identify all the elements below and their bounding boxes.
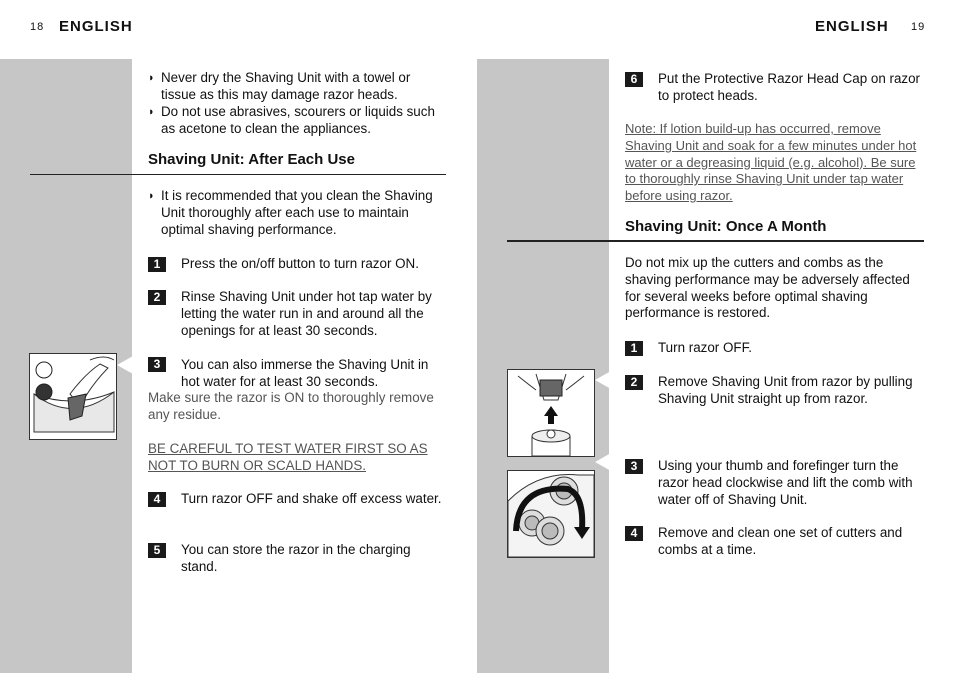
rinse-image [30, 354, 116, 439]
step-number-4: 4 [148, 492, 166, 507]
step-text-4: Turn razor OFF and shake off excess water. [181, 491, 442, 506]
bullet-icon: ◗ [148, 72, 155, 84]
right-section-heading: Shaving Unit: Once A Month [625, 218, 827, 235]
step-number-3: 3 [148, 357, 166, 372]
heading-rule [30, 174, 446, 175]
step-text-6: Put the Protective Razor Head Cap on razor to protect heads. [658, 71, 920, 103]
right-section-header: ENGLISH [815, 18, 889, 35]
right-step-number-3: 3 [625, 459, 643, 474]
remove-unit-image [508, 370, 594, 456]
lotion-note: Note: If lotion build-up has occurred, remove Shaving Unit and soak for a few minutes under hot water or a degreasing liquid (e.g. alcohol). Be sure to thoroughly rinse Shaving Unit under tap water before using razor. [625, 121, 917, 204]
step-number-6: 6 [625, 72, 643, 87]
left-page-number: 18 [30, 21, 45, 33]
right-step-text-4: Remove and clean one set of cutters and combs at a time. [658, 525, 903, 557]
step-text-3: You can also immerse the Shaving Unit in hot water for at least 30 seconds. [181, 357, 429, 389]
pointer-arrow-icon [595, 371, 611, 389]
heading-rule [507, 240, 924, 242]
right-step-number-4: 4 [625, 526, 643, 541]
bullet-text-2: Do not use abrasives, scourers or liquids such as acetone to clean the appliances. [161, 104, 435, 136]
step-number-1: 1 [148, 257, 166, 272]
step-number-5: 5 [148, 543, 166, 558]
bullet-icon: ◗ [148, 106, 155, 118]
warning-text: BE CAREFUL TO TEST WATER FIRST SO AS NOT TO BURN OR SCALD HANDS. [148, 441, 428, 473]
step-text-5: You can store the razor in the charging stand. [181, 542, 411, 574]
step-note: Make sure the razor is ON to thoroughly remove any residue. [148, 390, 434, 422]
rinse-illustration [29, 353, 117, 440]
turn-head-image [508, 471, 594, 557]
right-step-text-1: Turn razor OFF. [658, 340, 752, 355]
right-page-number: 19 [911, 21, 926, 33]
turn-head-illustration [507, 470, 595, 558]
bullet-text-1: Never dry the Shaving Unit with a towel or tissue as this may damage razor heads. [161, 70, 411, 102]
right-step-text-2: Remove Shaving Unit from razor by pulling Shaving Unit straight up from razor. [658, 374, 913, 406]
intro-text: Do not mix up the cutters and combs as the shaving performance may be adversely affected for several weeks before optimal shaving performance is restored. [625, 255, 910, 321]
step-number-2: 2 [148, 290, 166, 305]
bullet-icon: ◗ [148, 190, 155, 202]
bullet-text-3: It is recommended that you clean the Shaving Unit thoroughly after each use to maintain optimal shaving performance. [161, 188, 433, 237]
right-step-number-2: 2 [625, 375, 643, 390]
step-text-1: Press the on/off button to turn razor ON. [181, 256, 419, 271]
step-text-2: Rinse Shaving Unit under hot tap water by letting the water run in and around all the openings for at least 30 seconds. [181, 289, 432, 338]
left-section-heading: Shaving Unit: After Each Use [148, 151, 355, 168]
pointer-arrow-icon [117, 356, 133, 374]
pointer-arrow-icon [595, 453, 611, 471]
right-step-text-3: Using your thumb and forefinger turn the razor head clockwise and lift the comb with water off of Shaving Unit. [658, 458, 913, 507]
right-gray-band [477, 59, 609, 673]
left-section-header: ENGLISH [59, 18, 133, 35]
right-step-number-1: 1 [625, 341, 643, 356]
remove-unit-illustration [507, 369, 595, 457]
